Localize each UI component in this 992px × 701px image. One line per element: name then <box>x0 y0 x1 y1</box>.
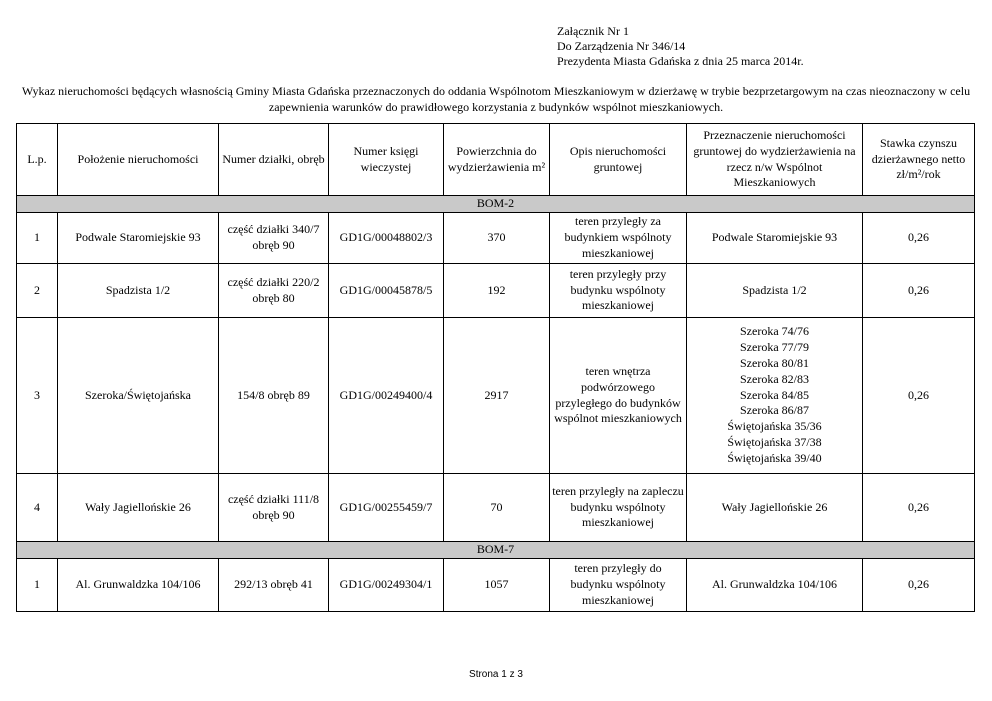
table-row <box>17 318 975 474</box>
header-cell-lp: L.p. <box>17 124 58 196</box>
property-table <box>16 123 975 612</box>
cell-plot: część działki 220/2 obręb 80 <box>219 264 329 318</box>
header-cell-description: Opis nieruchomości gruntowej <box>550 124 687 196</box>
cell-location: Podwale Staromiejskie 93 <box>58 213 219 264</box>
attachment-header <box>557 24 804 69</box>
cell-lp: 4 <box>17 474 58 542</box>
table-row <box>17 559 975 612</box>
table-row <box>17 474 975 542</box>
cell-land-register: GD1G/00045878/5 <box>329 264 444 318</box>
purpose-line: Szeroka 77/79 <box>740 340 809 355</box>
header-cell-purpose: Przeznaczenie nieruchomości gruntowej do wydzierżawienia na rzecz n/w Wspólnot Mieszkaniowych <box>687 124 863 196</box>
header-cell-area: Powierzchnia do wydzierżawienia m² <box>444 124 550 196</box>
cell-rate: 0,26 <box>863 213 975 264</box>
section-row <box>17 542 975 559</box>
cell-location: Spadzista 1/2 <box>58 264 219 318</box>
section-label: BOM-7 <box>17 542 975 559</box>
cell-lp: 1 <box>17 559 58 612</box>
cell-description: teren przyległy przy budynku wspólnoty mieszkaniowej <box>550 264 687 318</box>
table-row <box>17 213 975 264</box>
intro-text: Wykaz nieruchomości będących własnością Gminy Miasta Gdańska przeznaczonych do oddania Wspólnotom Mieszkaniowym w dzierżawę w trybie bezprzetargowym na czas nieoznaczony w celu zapewnienia warunków do prawidłowego korzystania z budynków wspólnot mieszkaniowych. <box>21 84 971 114</box>
cell-area: 370 <box>444 213 550 264</box>
header-row <box>17 124 975 196</box>
cell-purpose: Podwale Staromiejskie 93 <box>687 213 863 264</box>
header-cell-location: Położenie nieruchomości <box>58 124 219 196</box>
table-row <box>17 264 975 318</box>
page-number: Strona 1 z 3 <box>469 669 523 680</box>
cell-rate: 0,26 <box>863 264 975 318</box>
cell-land-register: GD1G/00249304/1 <box>329 559 444 612</box>
cell-plot: 292/13 obręb 41 <box>219 559 329 612</box>
cell-area: 1057 <box>444 559 550 612</box>
purpose-line: Szeroka 82/83 <box>740 371 809 386</box>
cell-plot: 154/8 obręb 89 <box>219 318 329 474</box>
section-row <box>17 196 975 213</box>
cell-description: teren przyległy na zapleczu budynku wspólnoty mieszkaniowej <box>550 474 687 542</box>
purpose-line: Szeroka 84/85 <box>740 387 809 402</box>
cell-purpose: Spadzista 1/2 <box>687 264 863 318</box>
cell-description: teren przyległy za budynkiem wspólnoty mieszkaniowej <box>550 213 687 264</box>
cell-location: Al. Grunwaldzka 104/106 <box>58 559 219 612</box>
cell-land-register: GD1G/00249400/4 <box>329 318 444 474</box>
cell-lp: 2 <box>17 264 58 318</box>
cell-lp: 3 <box>17 318 58 474</box>
header-cell-plot: Numer działki, obręb <box>219 124 329 196</box>
cell-area: 2917 <box>444 318 550 474</box>
purpose-line: Szeroka 86/87 <box>740 403 809 418</box>
cell-location: Wały Jagiellońskie 26 <box>58 474 219 542</box>
cell-area: 70 <box>444 474 550 542</box>
cell-rate: 0,26 <box>863 474 975 542</box>
cell-description: teren wnętrza podwórzowego przyległego do budynków wspólnot mieszkaniowych <box>550 318 687 474</box>
cell-plot: część działki 340/7 obręb 90 <box>219 213 329 264</box>
purpose-line: Szeroka 80/81 <box>740 356 809 370</box>
cell-location: Szeroka/Świętojańska <box>58 318 219 474</box>
cell-land-register: GD1G/00255459/7 <box>329 474 444 542</box>
header-cell-rate: Stawka czynszu dzierżawnego netto zł/m²/rok <box>863 124 975 196</box>
attachment-line: Do Zarządzenia Nr 346/14 <box>557 39 686 53</box>
header-cell-land-register: Numer księgi wieczystej <box>329 124 444 196</box>
cell-purpose: Al. Grunwaldzka 104/106 <box>687 559 863 612</box>
cell-purpose <box>687 318 863 474</box>
cell-rate: 0,26 <box>863 318 975 474</box>
attachment-line: Załącznik Nr 1 <box>557 24 629 38</box>
cell-land-register: GD1G/00048802/3 <box>329 213 444 264</box>
purpose-line: Świętojańska 39/40 <box>727 450 822 465</box>
attachment-line: Prezydenta Miasta Gdańska z dnia 25 marca 2014r. <box>557 54 804 68</box>
cell-area: 192 <box>444 264 550 318</box>
cell-lp: 1 <box>17 213 58 264</box>
purpose-line: Świętojańska 37/38 <box>727 434 822 449</box>
cell-plot: część działki 111/8 obręb 90 <box>219 474 329 542</box>
purpose-line: Szeroka 74/76 <box>740 324 809 339</box>
section-label: BOM-2 <box>17 196 975 213</box>
cell-description: teren przyległy do budynku wspólnoty mieszkaniowej <box>550 559 687 612</box>
purpose-line: Świętojańska 35/36 <box>727 419 822 434</box>
cell-purpose: Wały Jagiellońskie 26 <box>687 474 863 542</box>
cell-rate: 0,26 <box>863 559 975 612</box>
